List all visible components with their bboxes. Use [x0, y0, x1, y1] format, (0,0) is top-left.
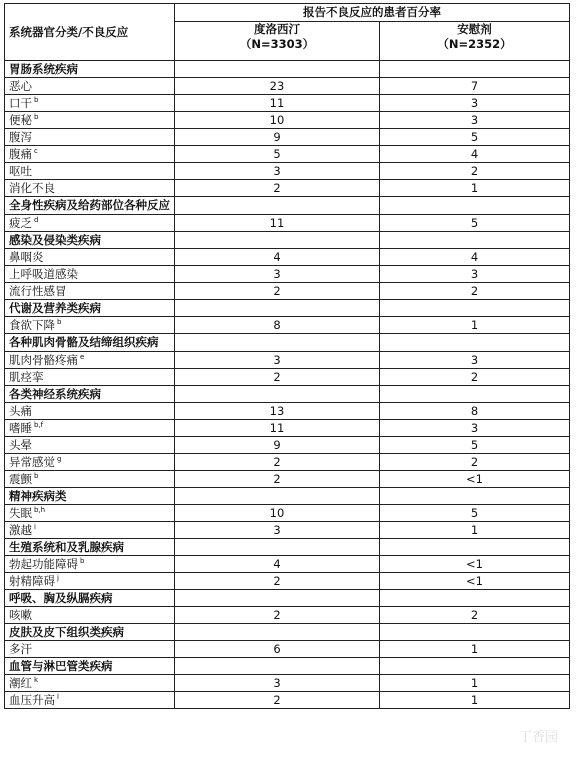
footnote-marker: b [34, 113, 39, 121]
reaction-name: 异常感觉 [9, 455, 55, 469]
table-row [5, 420, 570, 437]
placebo-value: 1 [380, 675, 570, 692]
category-empty-cell [175, 61, 380, 78]
category-row [5, 590, 570, 607]
group-name: 安慰剂 [457, 22, 492, 36]
reaction-name-cell [5, 573, 175, 590]
reaction-name-cell [5, 437, 175, 454]
duloxetine-value: 2 [175, 692, 380, 709]
placebo-value: 1 [380, 317, 570, 334]
placebo-value: 8 [380, 403, 570, 420]
reaction-name-cell [5, 283, 175, 300]
table-row [5, 249, 570, 266]
duloxetine-value: 4 [175, 249, 380, 266]
reaction-name: 激越 [9, 523, 32, 537]
reaction-name-cell [5, 317, 175, 334]
duloxetine-value: 11 [175, 95, 380, 112]
reaction-name: 嗜睡 [9, 421, 32, 435]
placebo-value: <1 [380, 573, 570, 590]
table-row [5, 215, 570, 232]
category-label: 各种肌肉骨骼及结缔组织疾病 [5, 334, 175, 352]
duloxetine-value: 10 [175, 505, 380, 522]
category-empty-cell [380, 624, 570, 641]
placebo-value: 3 [380, 352, 570, 369]
category-empty-cell [380, 334, 570, 352]
table-row [5, 95, 570, 112]
reaction-name-cell [5, 180, 175, 197]
reaction-name: 肌痉挛 [9, 370, 44, 384]
placebo-value: 1 [380, 641, 570, 658]
duloxetine-value: 23 [175, 78, 380, 95]
reaction-name-cell [5, 266, 175, 283]
duloxetine-value: 11 [175, 420, 380, 437]
reaction-name: 便秘 [9, 113, 32, 127]
table-body [5, 61, 570, 709]
reaction-name: 勃起功能障碍 [9, 557, 78, 571]
table-row [5, 607, 570, 624]
table-row [5, 112, 570, 129]
duloxetine-value: 4 [175, 556, 380, 573]
placebo-value: 4 [380, 146, 570, 163]
reaction-name: 腹痛 [9, 147, 32, 161]
category-empty-cell [380, 300, 570, 317]
category-empty-cell [175, 624, 380, 641]
category-empty-cell [175, 658, 380, 675]
table-row [5, 403, 570, 420]
reaction-name: 失眠 [9, 506, 32, 520]
reaction-name-cell [5, 420, 175, 437]
category-empty-cell [380, 539, 570, 556]
duloxetine-value: 3 [175, 163, 380, 180]
table-row [5, 317, 570, 334]
category-empty-cell [380, 232, 570, 249]
category-empty-cell [380, 658, 570, 675]
footnote-marker: g [57, 455, 62, 463]
category-empty-cell [175, 232, 380, 249]
placebo-value: 2 [380, 369, 570, 386]
reaction-name-cell [5, 78, 175, 95]
reaction-name-cell [5, 556, 175, 573]
placebo-value: 5 [380, 437, 570, 454]
reaction-name-cell [5, 95, 175, 112]
table-row [5, 283, 570, 300]
footnote-marker: d [34, 216, 39, 224]
footnote-marker: b [80, 557, 85, 565]
duloxetine-value: 6 [175, 641, 380, 658]
category-empty-cell [175, 300, 380, 317]
table-row [5, 675, 570, 692]
table-row [5, 146, 570, 163]
reaction-name-cell [5, 471, 175, 488]
watermark-logo: 丁香园 [518, 730, 558, 745]
duloxetine-value: 2 [175, 607, 380, 624]
footnote-marker: k [34, 676, 39, 684]
table-row [5, 692, 570, 709]
category-row [5, 300, 570, 317]
category-row [5, 232, 570, 249]
duloxetine-value: 2 [175, 454, 380, 471]
category-label: 代谢及营养类疾病 [5, 300, 175, 317]
reaction-name-cell [5, 641, 175, 658]
category-label: 全身性疾病及给药部位各种反应 [5, 197, 175, 215]
placebo-value: 2 [380, 163, 570, 180]
duloxetine-value: 9 [175, 437, 380, 454]
reaction-name-cell [5, 369, 175, 386]
duloxetine-value: 3 [175, 675, 380, 692]
table-row [5, 556, 570, 573]
placebo-value: 3 [380, 266, 570, 283]
duloxetine-header [175, 22, 380, 61]
reaction-name-cell [5, 352, 175, 369]
reaction-name: 食欲下降 [9, 318, 55, 332]
placebo-value: <1 [380, 471, 570, 488]
category-row [5, 197, 570, 215]
duloxetine-value: 2 [175, 369, 380, 386]
duloxetine-value: 3 [175, 352, 380, 369]
footnote-marker: b [34, 472, 39, 480]
placebo-header [380, 22, 570, 61]
duloxetine-value: 2 [175, 180, 380, 197]
footnote-marker: l [57, 693, 59, 701]
placebo-value: 2 [380, 454, 570, 471]
table-row [5, 573, 570, 590]
duloxetine-value: 3 [175, 522, 380, 539]
reaction-name: 头晕 [9, 438, 32, 452]
category-empty-cell [175, 197, 380, 215]
reaction-name-cell [5, 215, 175, 232]
table-row [5, 163, 570, 180]
category-row [5, 386, 570, 403]
category-empty-cell [175, 590, 380, 607]
category-empty-cell [380, 590, 570, 607]
duloxetine-value: 10 [175, 112, 380, 129]
reaction-name-cell [5, 403, 175, 420]
reaction-name: 多汗 [9, 642, 32, 656]
category-row [5, 539, 570, 556]
reaction-name: 流行性感冒 [9, 284, 67, 298]
category-label: 感染及侵染类疾病 [5, 232, 175, 249]
reaction-name: 咳嗽 [9, 608, 32, 622]
table-row [5, 129, 570, 146]
group-name: 度洛西汀 [254, 22, 300, 36]
category-row [5, 488, 570, 505]
reaction-name-cell [5, 607, 175, 624]
placebo-value: 5 [380, 505, 570, 522]
duloxetine-value: 9 [175, 129, 380, 146]
reaction-name-cell [5, 675, 175, 692]
reaction-name: 消化不良 [9, 181, 55, 195]
table-row [5, 369, 570, 386]
table-row [5, 505, 570, 522]
table-row [5, 78, 570, 95]
category-label: 胃肠系统疾病 [5, 61, 175, 78]
reaction-name: 上呼吸道感染 [9, 267, 78, 281]
category-label: 皮肤及皮下组织类疾病 [5, 624, 175, 641]
category-empty-cell [175, 539, 380, 556]
table-row [5, 454, 570, 471]
placebo-value: 3 [380, 112, 570, 129]
reaction-name-cell [5, 454, 175, 471]
adverse-reactions-table [4, 3, 570, 709]
duloxetine-value: 13 [175, 403, 380, 420]
placebo-value: 1 [380, 522, 570, 539]
table-row [5, 522, 570, 539]
duloxetine-value: 2 [175, 283, 380, 300]
category-empty-cell [380, 61, 570, 78]
reaction-name-cell [5, 522, 175, 539]
placebo-value: 3 [380, 95, 570, 112]
footnote-marker: b [57, 318, 62, 326]
reaction-name: 射精障碍 [9, 574, 55, 588]
reaction-name: 血压升高 [9, 693, 55, 707]
reaction-name: 潮红 [9, 676, 32, 690]
reaction-name: 腹泻 [9, 130, 32, 144]
reaction-name: 鼻咽炎 [9, 250, 44, 264]
reaction-name-cell [5, 163, 175, 180]
placebo-value: 3 [380, 420, 570, 437]
group-n: （N=2352） [437, 37, 512, 51]
table-row [5, 180, 570, 197]
duloxetine-value: 11 [175, 215, 380, 232]
duloxetine-value: 8 [175, 317, 380, 334]
reaction-name-cell [5, 505, 175, 522]
reaction-name-cell [5, 249, 175, 266]
footnote-marker: c [34, 147, 38, 155]
category-row [5, 334, 570, 352]
table-row [5, 266, 570, 283]
category-row [5, 624, 570, 641]
reaction-name-cell [5, 692, 175, 709]
table-row [5, 437, 570, 454]
placebo-value: 5 [380, 215, 570, 232]
category-label: 各类神经系统疾病 [5, 386, 175, 403]
placebo-value: 1 [380, 692, 570, 709]
reaction-name-cell [5, 146, 175, 163]
reaction-name: 口干 [9, 96, 32, 110]
footnote-marker: b [34, 96, 39, 104]
placebo-value: 5 [380, 129, 570, 146]
group-n: （N=3303） [239, 37, 315, 51]
category-empty-cell [380, 197, 570, 215]
category-label: 血管与淋巴管类疾病 [5, 658, 175, 675]
placebo-value: 1 [380, 180, 570, 197]
footnote-marker: b,h [34, 506, 46, 514]
placebo-value: 2 [380, 607, 570, 624]
duloxetine-value: 2 [175, 573, 380, 590]
reaction-name: 呕吐 [9, 164, 32, 178]
placebo-value: 4 [380, 249, 570, 266]
category-empty-cell [175, 488, 380, 505]
category-row [5, 658, 570, 675]
duloxetine-value: 5 [175, 146, 380, 163]
table-row [5, 471, 570, 488]
category-empty-cell [380, 386, 570, 403]
reaction-name: 头痛 [9, 404, 32, 418]
category-label: 精神疾病类 [5, 488, 175, 505]
footnote-marker: i [34, 523, 36, 531]
table-header [5, 4, 570, 61]
percentage-span-header: 报告不良反应的患者百分率 [175, 4, 570, 22]
table-row [5, 352, 570, 369]
reaction-name-cell [5, 112, 175, 129]
footnote-marker: e [80, 353, 85, 361]
category-empty-cell [380, 488, 570, 505]
category-empty-cell [175, 334, 380, 352]
reaction-name-cell [5, 129, 175, 146]
corner-header: 系统器官分类/不良反应 [5, 4, 175, 61]
placebo-value: 2 [380, 283, 570, 300]
category-label: 生殖系统和及乳腺疾病 [5, 539, 175, 556]
table-row [5, 641, 570, 658]
footnote-marker: j [57, 574, 59, 582]
placebo-value: <1 [380, 556, 570, 573]
reaction-name: 疲乏 [9, 216, 32, 230]
duloxetine-value: 3 [175, 266, 380, 283]
reaction-name: 震颤 [9, 472, 32, 486]
placebo-value: 7 [380, 78, 570, 95]
reaction-name: 恶心 [9, 79, 32, 93]
footnote-marker: b,f [34, 421, 44, 429]
reaction-name: 肌肉骨骼疼痛 [9, 353, 78, 367]
duloxetine-value: 2 [175, 471, 380, 488]
category-label: 呼吸、胸及纵膈疾病 [5, 590, 175, 607]
category-row [5, 61, 570, 78]
category-empty-cell [175, 386, 380, 403]
